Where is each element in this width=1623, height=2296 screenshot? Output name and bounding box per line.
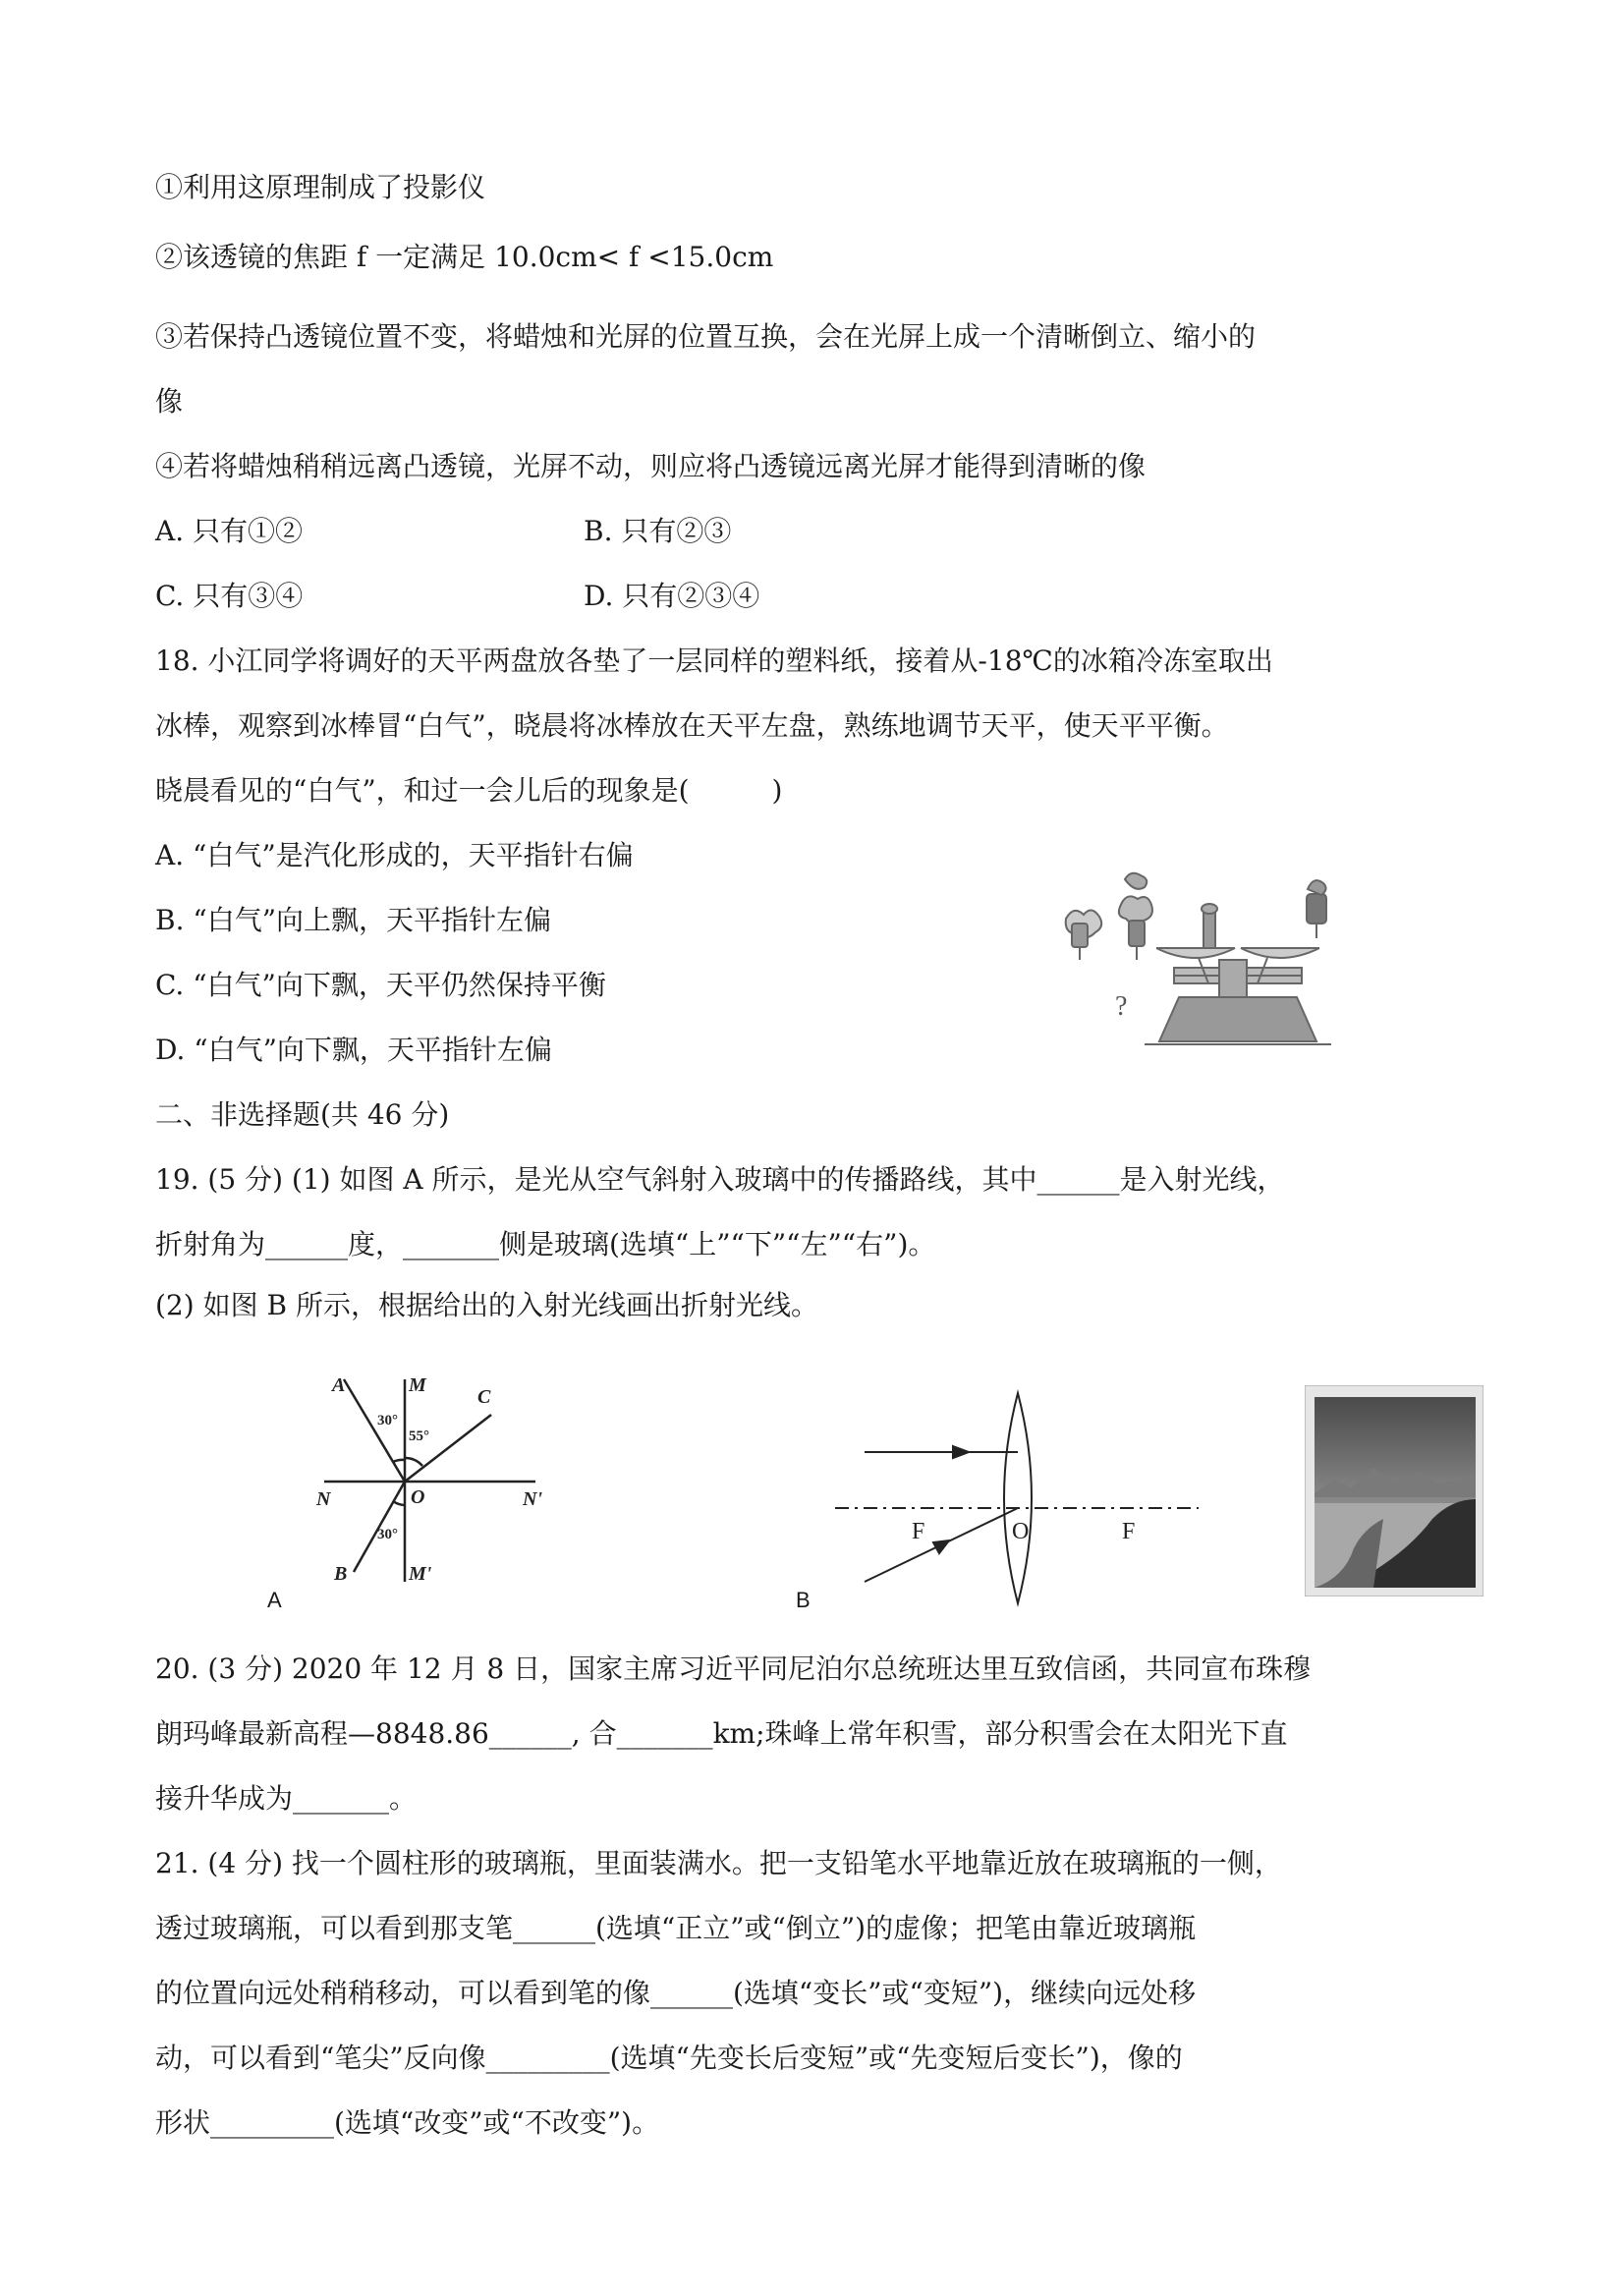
question-mark: ? [1115, 991, 1128, 1022]
q19-line-2: 折射角为______度，_______侧是玻璃(选填“上”“下”“左”“右”)。 [155, 1228, 936, 1260]
figure-a-refraction [295, 1366, 560, 1621]
q20-line-3: 接升华成为_______。 [155, 1782, 418, 1815]
fig-a-label-m-prime: M' [409, 1563, 432, 1585]
fig-b-label-f-right: F [1122, 1519, 1136, 1544]
q19-line-1: 19. (5 分) (1) 如图 A 所示，是光从空气斜射入玻璃中的传播路线，其中______是入射光线， [155, 1163, 1285, 1196]
q21-line-2: 透过玻璃瓶，可以看到那支笔______(选填“正立”或“倒立”)的虚像；把笔由靠近玻璃瓶 [155, 1912, 1197, 1944]
q17-statement-3-line1: ③若保持凸透镜位置不变，将蜡烛和光屏的位置互换，会在光屏上成一个清晰倒立、缩小的 [155, 320, 1257, 353]
q17-statement-1: ①利用这原理制成了投影仪 [155, 171, 486, 203]
q17-statement-2: ②该透镜的焦距 f 一定满足 10.0cm< f <15.0cm [155, 241, 774, 273]
fig-a-label-a: A [332, 1374, 346, 1396]
q21-line-1: 21. (4 分) 找一个圆柱形的玻璃瓶，里面装满水。把一支铅笔水平地靠近放在玻璃瓶的一侧， [155, 1847, 1282, 1879]
fig-a-label-b: B [334, 1563, 348, 1585]
q21-line-3: 的位置向远处稍稍移动，可以看到笔的像______(选填“变长”或“变短”)，继续向远处移 [155, 1977, 1197, 2009]
fig-a-angle-bottom: 30° [377, 1527, 398, 1542]
q18-option-b: B. “白气”向上飘，天平指针左偏 [155, 904, 552, 936]
q20-line-2: 朗玛峰最新高程—8848.86______, 合_______km;珠峰上常年积雪，部分积雪会在太阳光下直 [155, 1717, 1288, 1750]
figure-b-caption: B [796, 1588, 811, 1612]
q18-option-c: C. “白气”向下飘，天平仍然保持平衡 [155, 969, 606, 1001]
fig-a-angle-right: 55° [409, 1428, 429, 1444]
q18-line-1: 18. 小江同学将调好的天平两盘放各垫了一层同样的塑料纸，接着从-18℃的冰箱冷冻室取出 [155, 644, 1273, 677]
q18-line-3: 晓晨看见的“白气”，和过一会儿后的现象是( ) [155, 774, 783, 807]
fig-a-label-m: M [409, 1374, 426, 1396]
fig-b-label-o: O [1012, 1519, 1030, 1544]
q17-statement-3-line2: 像 [155, 385, 184, 418]
figure-b-convex-lens [825, 1385, 1208, 1611]
q18-line-2: 冰棒，观察到冰棒冒“白气”，晓晨将冰棒放在天平左盘，熟练地调节天平，使天平平衡。 [155, 709, 1229, 742]
q17-statement-4: ④若将蜡烛稍稍远离凸透镜，光屏不动，则应将凸透镜远离光屏才能得到清晰的像 [155, 450, 1147, 482]
q21-line-4: 动，可以看到“笔尖”反向像_________(选填“先变长后变短”或“先变短后变长”)，像的 [155, 2042, 1183, 2074]
figure-a-caption: A [267, 1588, 282, 1612]
section-2-heading: 二、非选择题(共 46 分) [155, 1098, 450, 1131]
q18-option-a: A. “白气”是汽化形成的，天平指针右偏 [155, 839, 634, 871]
q17-option-d: D. 只有②③④ [584, 580, 760, 612]
q21-line-5: 形状_________(选填“改变”或“不改变”)。 [155, 2106, 660, 2139]
fig-a-label-c: C [477, 1386, 491, 1408]
q17-option-c: C. 只有③④ [155, 580, 304, 612]
landscape-photo [1305, 1385, 1483, 1596]
q17-option-b: B. 只有②③ [584, 515, 732, 547]
q20-line-1: 20. (3 分) 2020 年 12 月 8 日，国家主席习近平同尼泊尔总统班达里互致信函，共同宣布珠穆 [155, 1652, 1312, 1685]
q17-option-a: A. 只有①② [155, 515, 304, 547]
fig-a-label-n: N [316, 1488, 331, 1510]
fig-a-label-n-prime: N' [523, 1488, 542, 1510]
balance-illustration [1046, 869, 1371, 1066]
fig-a-label-o: O [411, 1486, 425, 1508]
q18-option-d: D. “白气”向下飘，天平指针左偏 [155, 1034, 552, 1066]
fig-b-label-f-left: F [912, 1519, 925, 1544]
fig-a-angle-top: 30° [377, 1413, 398, 1428]
q19-line-3: (2) 如图 B 所示，根据给出的入射光线画出折射光线。 [155, 1289, 818, 1321]
